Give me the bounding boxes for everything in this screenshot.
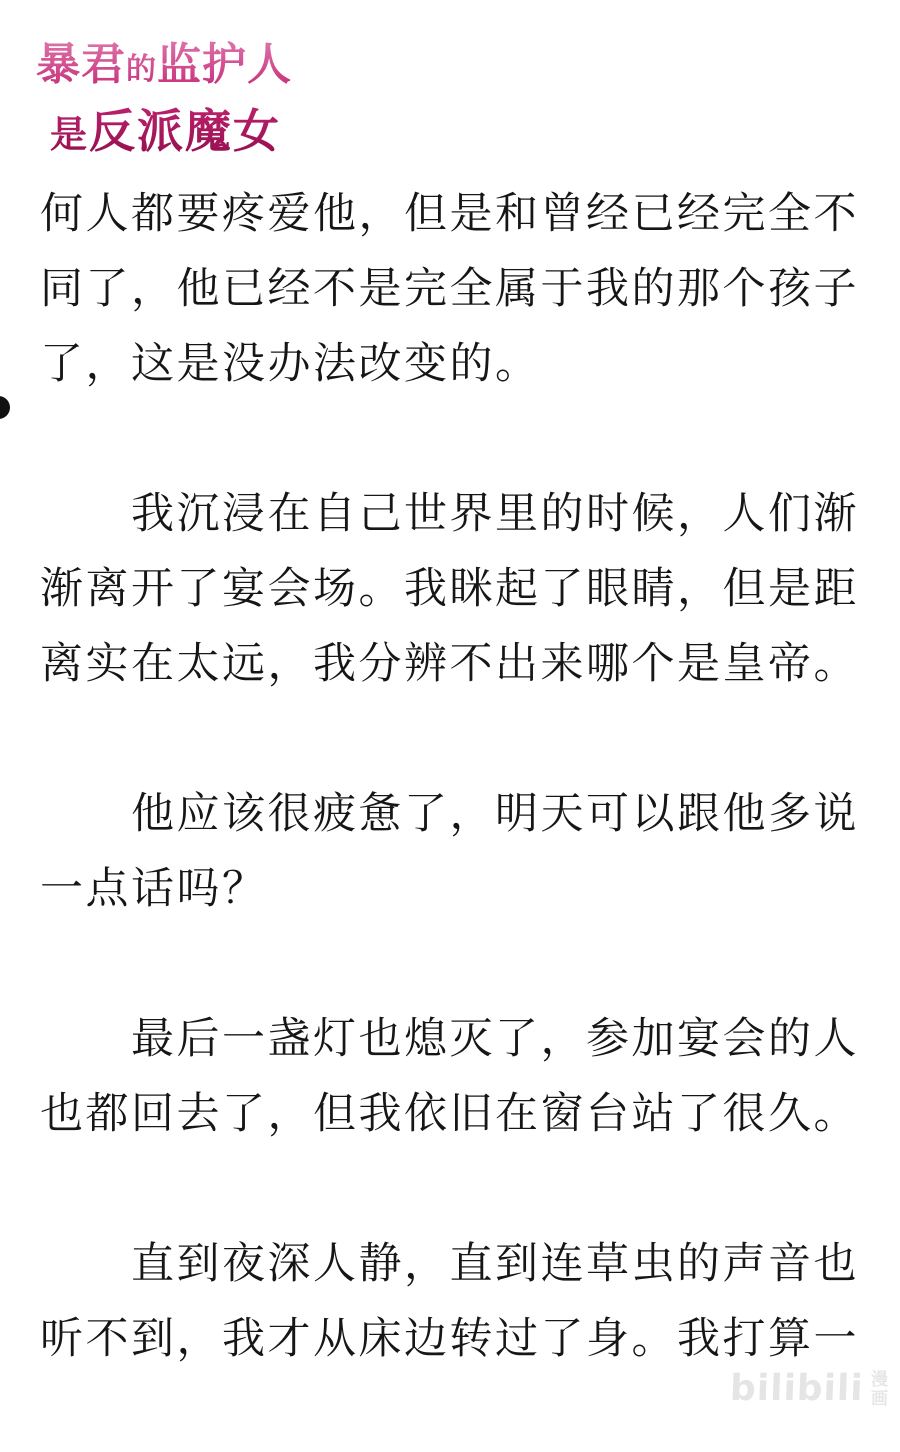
manga-label-bottom: 画	[871, 1389, 888, 1408]
series-title-segment: 暴君	[36, 39, 126, 90]
paragraph: 直到夜深人静，直到连草虫的声音也听不到，我才从床边转过了身。我打算一	[40, 1239, 859, 1364]
series-title-line2	[36, 101, 292, 164]
paragraph: 何人都要疼爱他，但是和曾经已经完全不同了，他已经不是完全属于我的那个孩子了，这是没办法改变的。	[40, 189, 859, 389]
bilibili-manga-watermark	[730, 1370, 888, 1408]
series-title-line1	[36, 34, 292, 101]
series-title-segment: 监护人	[157, 39, 292, 90]
series-title-segment-small: 的	[126, 52, 157, 87]
paragraph: 我沉浸在自己世界里的时候，人们渐渐离开了宴会场。我眯起了眼睛，但是距离实在太远，我分辨不出来哪个是皇帝。	[40, 489, 859, 689]
page-edge-dot	[0, 396, 10, 419]
paragraph: 最后一盏灯也熄灭了，参加宴会的人也都回去了，但我依旧在窗台站了很久。	[40, 1014, 859, 1139]
series-title-segment-small: 是	[50, 112, 89, 156]
series-title-logo	[36, 34, 292, 164]
manga-label	[871, 1370, 888, 1408]
novel-text-body	[40, 177, 862, 1452]
series-title-segment: 反派魔女	[89, 104, 281, 158]
paragraph: 他应该很疲惫了，明天可以跟他多说一点话吗？	[40, 789, 859, 914]
manga-label-top: 漫	[871, 1370, 888, 1389]
bilibili-logo-text: bilibili	[729, 1368, 865, 1409]
